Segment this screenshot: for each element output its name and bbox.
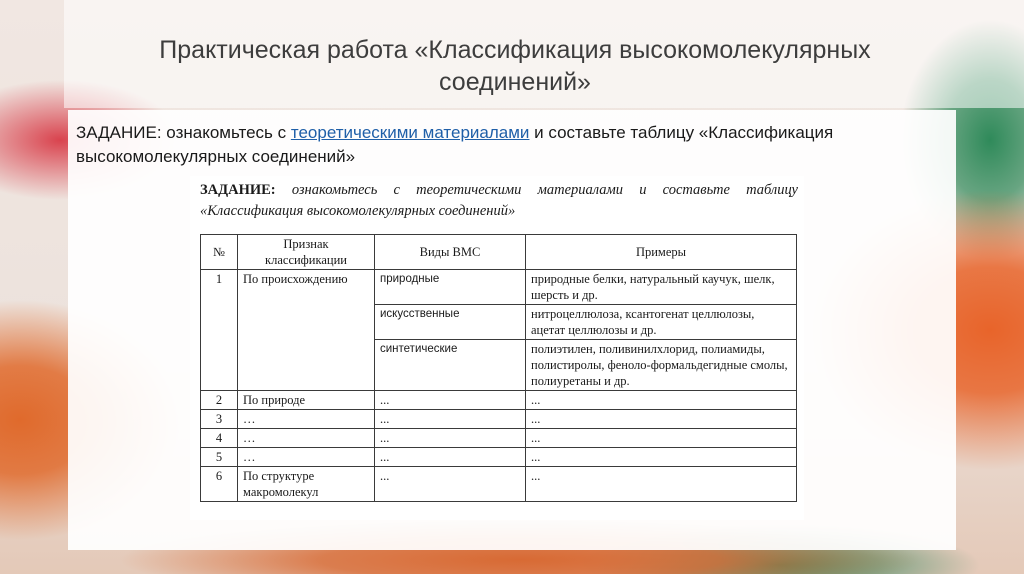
- row-kind: ...: [375, 467, 526, 502]
- document-heading-text: ознакомьтесь с теоретическими материалами и составьте таблицу «Классификация высокомолекулярных соединений»: [200, 182, 798, 219]
- document-heading: [200, 180, 798, 222]
- row-kind: ...: [375, 410, 526, 429]
- row-sign: По происхождению: [238, 270, 375, 391]
- theory-materials-link[interactable]: теоретическими материалами: [290, 123, 530, 142]
- header-sign: Признак классификации: [238, 235, 375, 270]
- row-kind: ...: [375, 391, 526, 410]
- task-document-image: [190, 176, 804, 520]
- table-row: [201, 448, 797, 467]
- row-sign: …: [238, 429, 375, 448]
- task-suffix: и составьте таблицу «Классификация высокомолекулярных соединений»: [76, 123, 834, 166]
- row-kind: ...: [375, 448, 526, 467]
- row-examples: ...: [526, 429, 797, 448]
- row-kind: природные: [375, 270, 526, 305]
- row-number: 4: [201, 429, 238, 448]
- row-examples: нитроцеллюлоза, ксантогенат целлюлозы, ацетат целлюлозы и др.: [526, 305, 797, 340]
- row-number: 1: [201, 270, 238, 391]
- row-sign: По природе: [238, 391, 375, 410]
- task-prefix: ЗАДАНИЕ: ознакомьтесь с: [76, 123, 291, 142]
- classification-table: [200, 234, 797, 502]
- row-examples: природные белки, натуральный каучук, шелк, шерсть и др.: [526, 270, 797, 305]
- slide-title: Практическая работа «Классификация высокомолекулярных соединений»: [159, 36, 871, 96]
- row-number: 2: [201, 391, 238, 410]
- table-header-row: [201, 235, 797, 270]
- row-sign: По структуре макромолекул: [238, 467, 375, 502]
- table-row: [201, 391, 797, 410]
- header-kind: Виды ВМС: [375, 235, 526, 270]
- row-kind: синтетические: [375, 340, 526, 391]
- row-kind: искусственные: [375, 305, 526, 340]
- row-number: 3: [201, 410, 238, 429]
- table-row: [201, 429, 797, 448]
- row-kind: ...: [375, 429, 526, 448]
- header-number: №: [201, 235, 238, 270]
- row-examples: ...: [526, 391, 797, 410]
- table-row: [201, 467, 797, 502]
- row-examples: ...: [526, 448, 797, 467]
- task-text: [76, 121, 948, 169]
- document-heading-lead: ЗАДАНИЕ:: [200, 182, 276, 198]
- row-number: 5: [201, 448, 238, 467]
- header-examples: Примеры: [526, 235, 797, 270]
- row-examples: полиэтилен, поливинилхлорид, полиамиды, полистиролы, феноло-формальдегидные смолы, полиуретаны и др.: [526, 340, 797, 391]
- table-row: [201, 410, 797, 429]
- row-sign: …: [238, 448, 375, 467]
- row-sign: …: [238, 410, 375, 429]
- table-row: [201, 270, 797, 305]
- row-examples: ...: [526, 410, 797, 429]
- row-number: 6: [201, 467, 238, 502]
- row-examples: ...: [526, 467, 797, 502]
